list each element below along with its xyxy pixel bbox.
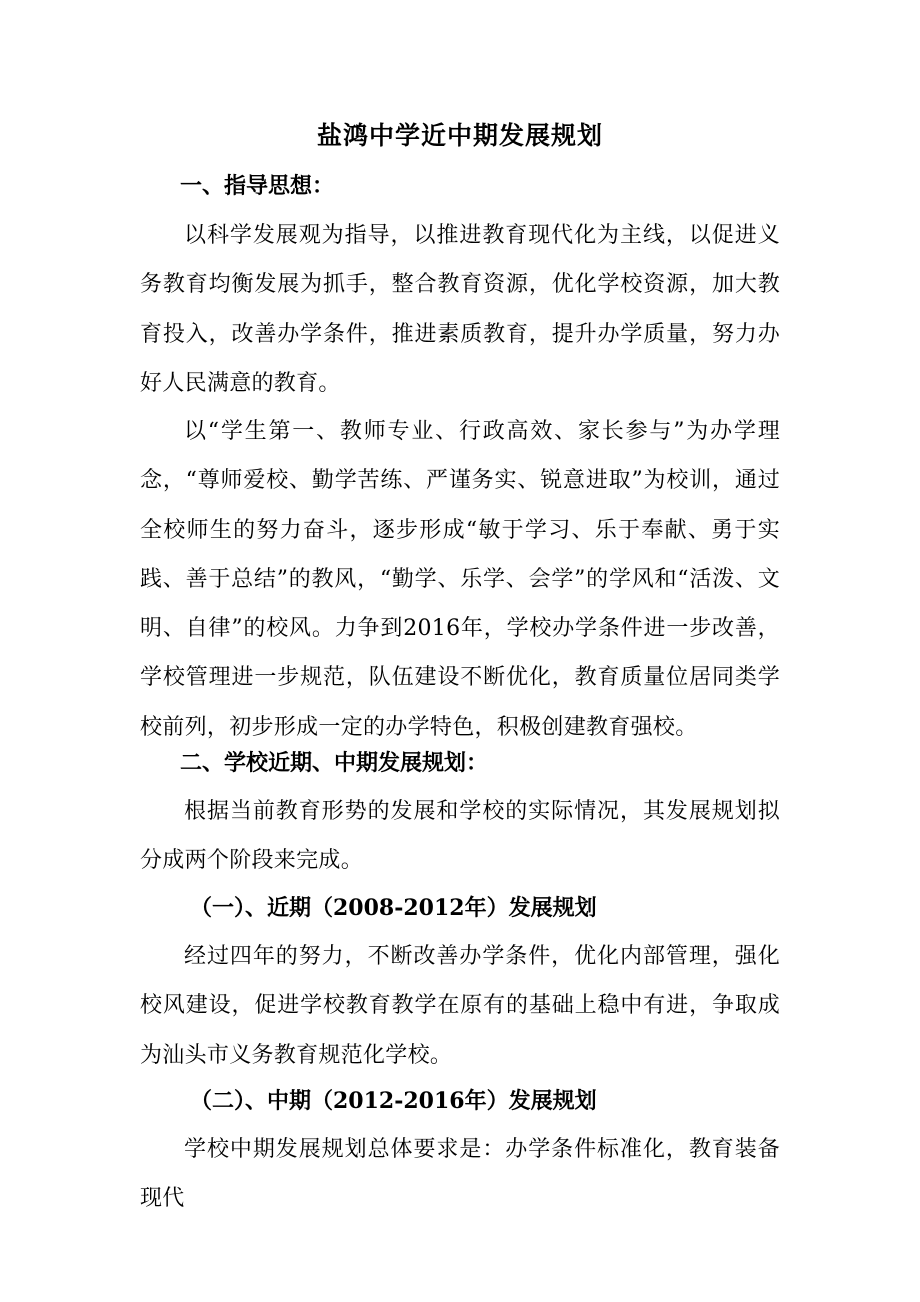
section-heading-development-plan: 二、学校近期、中期发展规划： (180, 750, 489, 776)
paragraph-mid-term-plan: 学校中期发展规划总体要求是：办学条件标准化，教育装备现代 (140, 1137, 780, 1212)
document-title: 盐鸿中学近中期发展规划 (316, 121, 603, 150)
paragraph-school-philosophy: 以“学生第一、教师专业、行政高效、家长参与”为办学理念，“尊师爱校、勤学苦练、严谨务实、锐意进取”为校训，通过全校师生的努力奋斗，逐步形成“敏于学习、乐于奉献、勇于实践、善于总结”的教风，“勤学、乐学、会学”的学风和“活泼、文明、自律”的校风。力争到2016年，学校办学条件进一步改善，学校管理进一步规范，队伍建设不断优化，教育质量位居同类学校前列，初步形成一定的办学特色，积极创建教育强校。 (140, 419, 780, 740)
subsection-heading-near-term: （一）、近期（2008-2012年）发展规划 (190, 895, 597, 921)
section-heading-guiding-ideology: 一、指导思想： (180, 173, 335, 199)
paragraph-near-term-plan: 经过四年的努力，不断改善办学条件，优化内部管理，强化校风建设，促进学校教育教学在原有的基础上稳中有进，争取成为汕头市义务教育规范化学校。 (140, 944, 780, 1068)
subsection-heading-mid-term: （二）、中期（2012-2016年）发展规划 (190, 1088, 597, 1114)
paragraph-guiding-ideology: 以科学发展观为指导，以推进教育现代化为主线，以促进义务教育均衡发展为抓手，整合教育资源，优化学校资源，加大教育投入，改善办学条件，推进素质教育，提升办学质量，努力办好人民满意的教育。 (140, 223, 780, 396)
paragraph-plan-overview: 根据当前教育形势的发展和学校的实际情况，其发展规划拟分成两个阶段来完成。 (140, 799, 780, 874)
